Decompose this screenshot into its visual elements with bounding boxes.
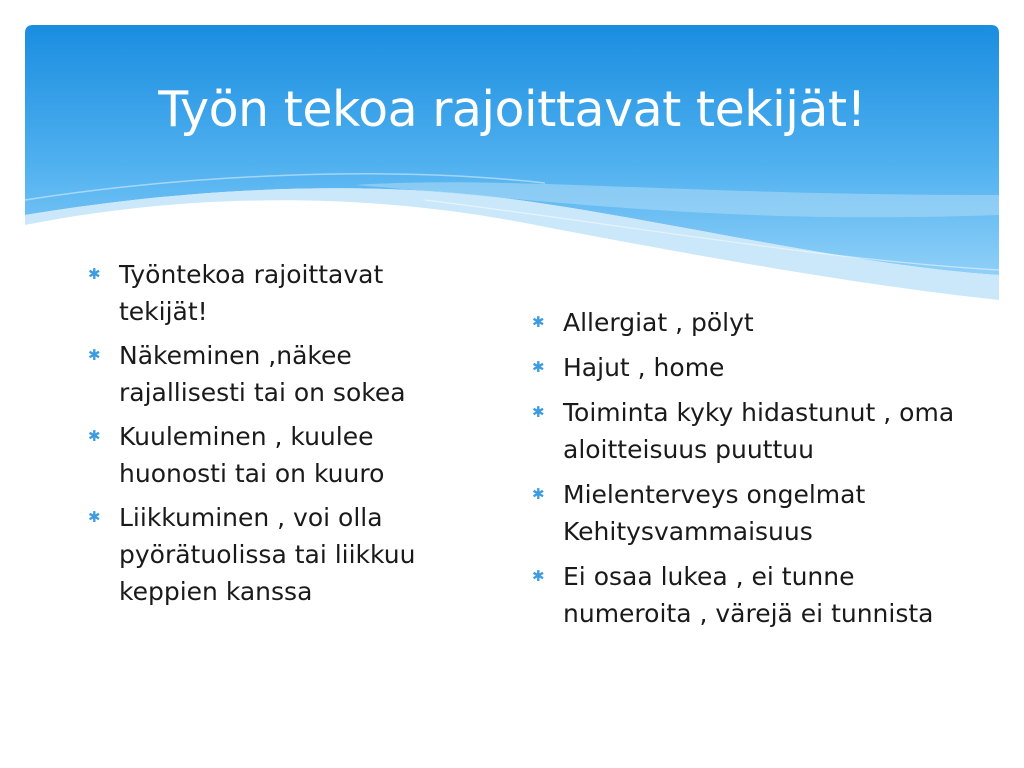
list-item-text: Mielenterveys ongelmat Kehitysvammaisuus bbox=[563, 480, 866, 546]
asterisk-bullet-icon: ✱ bbox=[88, 265, 101, 283]
asterisk-bullet-icon: ✱ bbox=[532, 358, 545, 376]
list-item bbox=[532, 349, 982, 386]
list-item-text: Näkeminen ,näkee rajallisesti tai on sokea bbox=[119, 341, 406, 407]
list-item-text: Allergiat , pölyt bbox=[563, 308, 754, 337]
list-item bbox=[88, 256, 478, 330]
list-item-text: Työntekoa rajoittavat tekijät! bbox=[119, 260, 384, 326]
left-bullet-list bbox=[88, 256, 478, 617]
list-item-text: Hajut , home bbox=[563, 353, 725, 382]
list-item-text: Kuuleminen , kuulee huonosti tai on kuuro bbox=[119, 422, 385, 488]
list-item bbox=[532, 394, 982, 468]
list-item bbox=[88, 418, 478, 492]
asterisk-bullet-icon: ✱ bbox=[532, 313, 545, 331]
list-item-text: Liikkuminen , voi olla pyörätuolissa tai liikkuu keppien kanssa bbox=[119, 503, 416, 606]
right-bullet-list bbox=[532, 304, 982, 640]
list-item bbox=[88, 499, 478, 610]
slide-title: Työn tekoa rajoittavat tekijät! bbox=[158, 81, 866, 138]
list-item bbox=[532, 304, 982, 341]
list-item-text: Ei osaa lukea , ei tunne numeroita , värejä ei tunnista bbox=[563, 562, 934, 628]
asterisk-bullet-icon: ✱ bbox=[532, 485, 545, 503]
list-item bbox=[532, 558, 982, 632]
list-item-text: Toiminta kyky hidastunut , oma aloitteisuus puuttuu bbox=[563, 398, 955, 464]
list-item bbox=[88, 337, 478, 411]
list-item bbox=[532, 476, 982, 550]
asterisk-bullet-icon: ✱ bbox=[88, 346, 101, 364]
asterisk-bullet-icon: ✱ bbox=[532, 403, 545, 421]
asterisk-bullet-icon: ✱ bbox=[532, 567, 545, 585]
asterisk-bullet-icon: ✱ bbox=[88, 508, 101, 526]
asterisk-bullet-icon: ✱ bbox=[88, 427, 101, 445]
